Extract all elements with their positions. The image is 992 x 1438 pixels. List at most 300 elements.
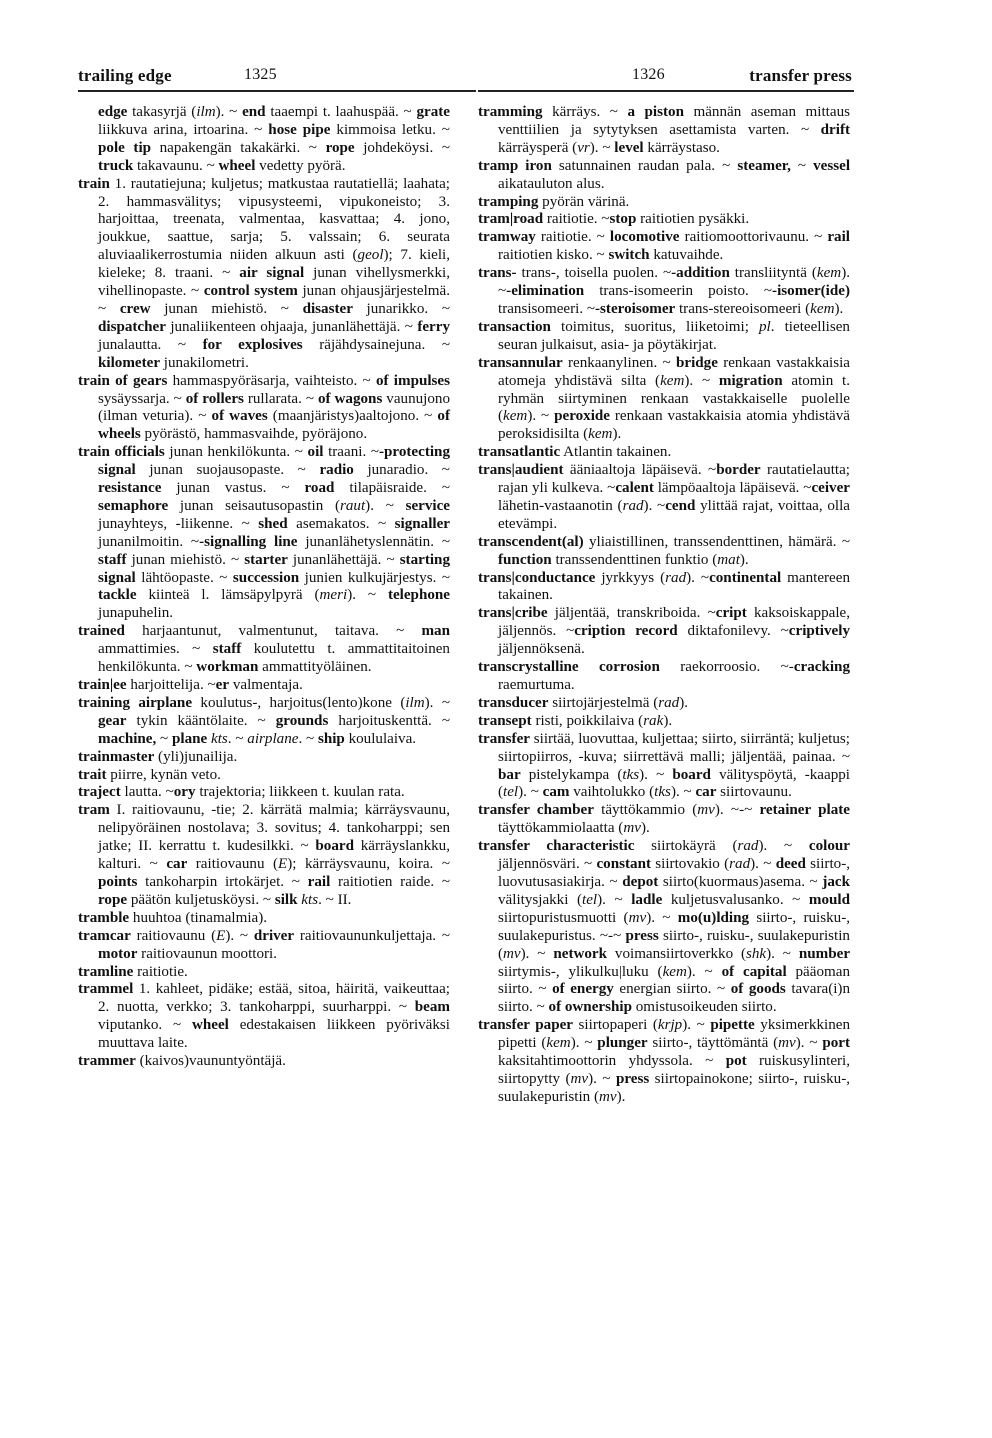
entry-text: ). ~ [686,569,710,586]
entry-text: junanlähettäjä. ~ [287,551,400,568]
entry-headword: retainer plate [759,802,850,819]
entry-headword: of goods [730,981,786,998]
entry-headword: tramline [78,963,134,980]
entry-text: ammattityöläinen. [258,659,372,676]
entry-headword: workman [196,659,259,676]
entry-headword: press [625,927,659,944]
dictionary-entry [78,802,450,909]
entry-text: I. raitiovaunu, -tie; 2. kärrätä malmia; kärräysvaunu, nelipyöräinen nostolava; 3. sovitus; 4. tankoharppi; sen jatke; II. kerrattu t. kudesilkki. ~ [98,802,450,855]
field-abbreviation: E [278,856,288,873]
entry-headword: trans|audient [478,462,564,479]
dictionary-entry [78,767,450,785]
entry-headword: peroxide [554,408,610,425]
entry-headword: cam [542,784,570,801]
entry-headword: wheel [218,157,256,174]
field-abbreviation: tel [503,784,519,801]
entry-text: raitiovaunu ( [130,927,217,944]
entry-text: siirtopuristusmuotti ( [498,909,629,926]
entry-text: ). [640,820,650,837]
field-abbreviation: kem [660,372,685,389]
entry-headword: drift [820,121,850,138]
entry-text: renkaan vastakkaisia atomia yhdistävä peroksidisilta ( [498,408,851,443]
entry-headword: tramp iron [478,157,552,174]
entry-text: junalautta. ~ [98,336,203,353]
entry-headword: transaction [478,318,551,335]
entry-text: yliaistillinen, transsendenttinen, hämärä. ~ [583,533,850,550]
entry-headword: border [716,462,761,479]
entry-text: trajektoria; liikkeen t. kuulan rata. [195,784,405,801]
field-abbreviation: kem [503,408,528,425]
entry-text: rautatielautta; rajan yli kulkeva. ~ [498,462,850,497]
field-abbreviation: kem [816,265,842,282]
entry-text: raitiotien kisko. ~ [498,247,609,264]
entry-headword: colour [808,838,851,855]
entry-headword: ory [173,784,196,801]
entry-text: junan ohjausjärjestelmä. ~ [98,283,450,317]
entry-text: ). ~ [424,694,450,711]
field-abbreviation: pl [759,318,771,335]
dictionary-entry [478,659,850,695]
entry-text: siirtovakio ( [651,856,730,873]
entry-headword: transannular [478,354,563,371]
entry-text: junan vihellysmerkki, vihellinopaste. ~ [98,265,450,300]
entry-headword: vessel [813,157,851,174]
entry-headword: car [695,784,717,801]
header-guide-word-right: transfer press [749,66,852,85]
entry-text: vedetty pyörä. [255,157,346,174]
field-abbreviation: meri [319,587,348,604]
entry-headword: transfer paper [478,1017,573,1034]
entry-headword: board [672,766,711,783]
entry-headword: beam [414,999,450,1016]
entry-text: ). ~ [498,265,850,300]
entry-headword: mo(u)lding [677,909,750,926]
entry-text: piirre, kynän veto. [106,766,221,783]
dictionary-entry [478,444,850,462]
entry-text: siirtää, luovuttaa, kuljettaa; siirto, siirräntä; kuljetus; siirtopiirros, -kuva; siirrettävä malli; jäljentää, painaa. ~ [498,730,850,765]
entry-headword: train [78,175,110,192]
entry-text: junan henkilökunta. ~ [164,444,308,461]
entry-text: jäljennöksenä. [498,641,585,658]
field-abbreviation: rak [643,712,664,729]
entry-text: kaksitahtimoottorin yhdyssola. ~ [498,1053,726,1070]
entry-text: trans-isomeerin poisto. ~ [584,283,773,300]
entry-text: pyörästö, hammasvaihde, pyöräjono. [140,426,368,443]
entry-headword: points [98,873,138,890]
field-abbreviation: raut [340,497,366,514]
dictionary-entry [478,462,850,534]
entry-headword: depot [622,873,659,890]
entry-headword: trammer [78,1053,136,1070]
entry-text: junanilmoitin. ~ [98,533,200,550]
entry-text: hammaspyöräsarja, vaihteisto. ~ [167,372,376,389]
entry-headword: disaster [302,300,353,317]
entry-headword: dispatcher [98,318,166,335]
entry-text: . ~ II. [318,891,352,908]
entry-text: raitiotie. ~ [543,211,610,228]
entry-text: kiinteä l. lämsäpylpyrä ( [136,587,320,604]
entry-headword: oil [307,444,324,461]
entry-text: kärräysperä ( [498,139,578,156]
entry-text: ruiskusylinteri, siirtopytty ( [498,1053,851,1087]
entry-headword: rope [325,139,355,156]
entry-headword: motor [98,945,138,962]
entry-text: valmentaja. [229,677,303,693]
entry-headword: service [405,497,451,514]
entry-headword: cript [715,605,747,622]
entry-text: ). [616,1088,626,1105]
field-abbreviation: shk [746,945,767,962]
entry-text: ~ [156,730,172,747]
entry-headword: plane [172,730,208,747]
field-abbreviation: kem [662,963,687,980]
dictionary-entry [78,910,450,928]
entry-text: ). ~ [518,784,543,801]
field-abbreviation: kem [810,300,835,317]
entry-text: ). ~ [670,784,696,801]
dictionary-entry [478,265,850,319]
entry-headword: end [242,104,266,120]
entry-text: transsendenttinen funktio ( [551,551,718,568]
entry-text: kärräystaso. [643,139,720,156]
dictionary-entry [478,319,850,355]
dictionary-column-right [478,104,850,1107]
entry-text: siirto-, ruisku-, suulakepuristus. ~-~ [498,909,850,944]
entry-headword: pot [725,1053,747,1070]
entry-headword: machine, [98,730,157,747]
header-guide-word-left: trailing edge [78,66,172,85]
entry-headword: transcrystalline corrosion [478,659,660,676]
entry-text: ylittää rajat, voittaa, olla etevämpi. [498,497,850,532]
entry-headword: wheel [191,1017,229,1034]
entry-headword: staff [98,551,127,568]
entry-headword: man [421,623,450,640]
entry-text: täyttökammio ( [593,802,698,819]
field-abbreviation: mv [628,909,647,926]
field-abbreviation: kts [301,891,319,908]
dictionary-entry [478,713,850,731]
entry-headword: transfer chamber [478,802,594,819]
entry-text: ~ [790,157,814,174]
field-abbreviation: krjp [657,1017,683,1034]
entry-headword: telephone [387,587,450,604]
entry-text: tykin kääntölaite. ~ [126,712,276,729]
entry-text: . tieteellisen seuran julkaisut, asia- ja pöytäkirjat. [498,318,850,353]
dictionary-entry [478,802,850,838]
entry-headword: deed [775,856,806,873]
entry-headword: ladle [631,891,663,908]
entry-headword: a piston [627,104,684,120]
entry-headword: mould [808,891,851,908]
running-header-left [78,66,478,86]
entry-text: junan miehistö. ~ [150,300,303,317]
entry-text: siirtojärjestelmä ( [548,694,659,711]
entry-headword: level [614,139,644,156]
entry-headword: signaller [394,515,450,532]
entry-headword: ship [317,730,345,747]
entry-text: kuljetusvalusanko. ~ [662,891,809,908]
entry-text: ). ~ [225,927,254,944]
entry-text: ). ~ [347,587,388,604]
entry-headword: -addition [671,265,730,282]
entry-text: junakilometri. [160,354,249,371]
dictionary-entry [478,158,850,194]
entry-headword: jack [822,873,850,890]
entry-headword: training airplane [78,694,193,711]
entry-text: sysäyssarja. ~ [98,390,186,407]
entry-headword: semaphore [98,497,169,514]
entry-headword: migration [718,372,783,389]
dictionary-entry [478,194,850,212]
entry-headword: truck [98,157,134,174]
entry-headword: pipette [710,1017,755,1034]
dictionary-entry [78,677,450,695]
entry-text: kärräyslankku, kalturi. ~ [98,838,450,873]
entry-text: siirtymis-, ylikulku|luku ( [498,963,663,980]
entry-text: jäljennösväri. ~ [498,856,597,873]
entry-headword: -isomer(ide) [772,283,850,300]
entry-text: junaradio. ~ [353,462,450,479]
dictionary-entry [78,749,450,767]
entry-headword: gear [98,712,127,729]
entry-text: vaunujono (ilman veturia). ~ [98,390,450,425]
entry-text: pyörän värinä. [538,193,630,210]
entry-text: junapuhelin. [98,605,174,622]
dictionary-entry [78,104,450,176]
entry-text: junan seisautusopastin ( [168,497,340,514]
entry-text: ). ~-~ [714,802,760,819]
entry-text: ); 7. kieli, kieleke; 8. traani. ~ [98,247,451,282]
entry-text: jäljentää, transkriboida. ~ [547,605,716,622]
entry-headword: kilometer [98,354,161,371]
dictionary-entry [478,104,850,158]
entry-headword: board [315,838,354,855]
entry-headword: silk [274,891,298,908]
entry-text: ). ~ [686,963,722,980]
entry-text: siirto-, täyttömäntä ( [647,1035,779,1052]
entry-text: ). [612,426,622,443]
entry-text: raitiotien raide. ~ [330,873,450,890]
entry-text: ). ~ [766,945,799,962]
header-rule-left [78,90,476,92]
entry-headword: tramming [478,104,543,120]
entry-text: junanlähetyslennätin. ~ [297,533,450,550]
entry-text: junarikko. ~ [352,300,450,317]
entry-text: johdeköysi. ~ [354,139,450,156]
entry-headword: succession [232,569,300,586]
entry-headword: tramway [478,229,536,246]
entry-headword: pole tip [98,139,152,156]
entry-headword: -steroisomer [595,300,676,317]
entry-text: junan vastus. ~ [161,480,305,497]
entry-text: lämpöaaltoja läpäisevä. ~ [653,480,812,497]
entry-text: ). ~ [527,408,555,425]
entry-text: viputanko. ~ [98,1017,192,1034]
entry-headword: train officials [78,444,165,461]
entry-headword: traject [78,784,121,801]
entry-headword: criptively [788,623,850,640]
dictionary-entry [478,695,850,713]
entry-headword: steamer, [737,157,791,174]
entry-text: raitiovaunun moottori. [137,945,278,962]
entry-text: siirtokäyrä ( [634,838,738,855]
entry-text: napakengän takakärki. ~ [151,139,326,156]
entry-text: takavaunu. ~ [133,157,219,174]
dictionary-entry [478,731,850,803]
entry-headword: trainmaster [78,748,155,765]
entry-headword: function [498,551,552,568]
entry-headword: switch [608,247,650,264]
dictionary-entry [78,373,450,445]
entry-headword: cracking [793,659,851,676]
entry-text: mantereen takainen. [498,569,850,604]
entry-headword: press [615,1070,650,1087]
entry-text: transisomeeri. ~ [498,300,596,317]
entry-text: siirtopaperi ( [573,1017,658,1034]
field-abbreviation: rad [658,694,680,711]
entry-text: Atlantin takainen. [560,444,672,461]
entry-headword: locomotive [609,229,680,246]
entry-headword: stop [609,211,637,228]
entry-headword: of wheels [98,408,450,443]
entry-headword: of rollers [185,390,244,407]
entry-text: ); kärräysvaunu, koira. ~ [287,856,450,873]
entry-text: tilapäisraide. ~ [334,480,450,497]
dictionary-entry [478,355,850,445]
entry-headword: trammel [78,981,134,998]
entry-text: kaksoiskappale, jäljennös. ~ [498,605,850,640]
dictionary-entry [78,623,450,677]
entry-text: tavara(i)n siirto. ~ [498,981,851,1016]
entry-headword: -signalling line [199,533,298,550]
dictionary-entry [78,695,450,749]
entry-headword: tramcar [78,927,131,944]
field-abbreviation: rad [729,856,751,873]
entry-text: siirto(kuormaus)asema. ~ [658,873,823,890]
field-abbreviation: kem [588,426,613,443]
field-abbreviation: rad [622,497,644,514]
dictionary-entry [478,534,850,570]
entry-text: yksimerkkinen pipetti ( [498,1017,851,1052]
field-abbreviation: ilm [196,104,216,120]
entry-headword: of ownership [548,999,632,1016]
entry-text: ääniaaltoja läpäisevä. ~ [563,462,717,479]
entry-text: huuhtoa (tinamalmia). [129,909,268,926]
entry-headword: ceiver [811,480,850,497]
entry-headword: starting signal [98,551,450,586]
field-abbreviation: mat [717,551,740,568]
entry-text: välitysjakki ( [498,891,583,908]
dictionary-entry [78,981,450,1053]
entry-text: harjaantunut, valmentunut, taitava. ~ [124,623,422,640]
entry-text: renkaanylinen. ~ [562,354,676,371]
dictionary-entry [78,964,450,982]
entry-text: rullarata. ~ [243,390,318,407]
entry-headword: resistance [98,480,162,497]
entry-text: trans-stereoisomeeri ( [675,300,811,317]
entry-text: takasyrjä ( [127,104,197,120]
entry-headword: constant [596,856,651,873]
entry-text: jyrkkyys ( [595,569,666,586]
dictionary-entry [78,1053,450,1071]
page-number-right: 1326 [632,66,665,83]
entry-headword: train|ee [78,677,127,693]
field-abbreviation: mv [778,1035,796,1052]
entry-headword: transfer characteristic [478,838,635,855]
field-abbreviation: rad [665,569,687,586]
entry-text: ). ~ [520,945,554,962]
dictionary-entry [478,1017,850,1107]
field-abbreviation: E [216,927,226,944]
entry-headword: transatlantic [478,444,561,461]
entry-text: raitiotie. [133,963,188,980]
dictionary-entry [78,784,450,802]
entry-headword: of waves [211,408,268,425]
entry-text: lautta. ~ [120,784,174,801]
entry-text: ). ~ [682,1017,711,1034]
entry-headword: trait [78,766,107,783]
entry-headword: port [822,1035,850,1052]
entry-text: ). [679,694,689,711]
entry-text: junayhteys, -liikenne. ~ [98,515,259,532]
entry-text: raitiovaununkuljettaja. ~ [294,927,450,944]
entry-text: ). ~ [597,891,632,908]
entry-text: junan suojausopaste. ~ [135,462,320,479]
entry-text: raemurtuma. [498,677,575,693]
entry-text: siirto-, ruisku-, suulakepuristin ( [498,927,850,962]
entry-headword: cription record [574,623,678,640]
dictionary-entry [78,444,450,623]
entry-text: ). ~ [639,766,673,783]
entry-text: omistusoikeuden siirto. [631,999,777,1016]
entry-text: raitiotien pysäkki. [636,211,750,228]
entry-text: pääoman siirto. ~ [498,963,850,998]
entry-text: transliityntä ( [729,265,817,282]
field-abbreviation: mv [570,1070,589,1087]
entry-headword: er [215,677,230,693]
entry-text: lähetin-vastaanotin ( [498,497,623,514]
dictionary-entry [478,229,850,265]
entry-text: traani. ~ [323,444,380,461]
entry-text: 1. rautatiejuna; kuljetus; matkustaa rautatiellä; laahata; 2. hammasvälitys; vipusysteemi, vipukoneisto; 3. harjoittaa, treenata, valmentaa, kasvattaa; 4. jono, joukkue, saattue, sarja; 5. valssain; 6. seurata aluviaalikerrostumia niiden alkuun asti ( [98,175,450,264]
dictionary-entry [478,211,850,229]
entry-text: energian siirto. ~ [613,981,731,998]
entry-headword: of wagons [317,390,383,407]
entry-headword: bar [498,766,521,783]
entry-headword: rail [307,873,331,890]
entry-text: vaihtolukko ( [569,784,655,801]
field-abbreviation: tks [622,766,640,783]
entry-headword: tram|road [478,211,544,228]
entry-text: raitiotie. ~ [535,229,610,246]
entry-text: lähtöopaste. ~ [135,569,233,586]
entry-text: ). ~ [646,909,678,926]
entry-text: männän aseman mittaus venttiilien ja sytytyksen asettamista varten. ~ [498,104,850,138]
entry-headword: for explosives [202,336,303,353]
entry-text: harjoituskenttä. ~ [328,712,450,729]
entry-headword: hose pipe [268,121,331,138]
entry-text: ). ~ [684,372,719,389]
entry-headword: bridge [675,354,718,371]
entry-text: aikatauluton alus. [498,175,605,192]
field-abbreviation: kem [546,1035,571,1052]
entry-text: asemakatos. ~ [287,515,395,532]
dictionary-entry [478,838,850,1017]
entry-text: koulutettu t. ammattitaitoinen henkilökunta. ~ [98,641,450,676]
entry-headword: trans|conductance [478,569,596,586]
entry-headword: tackle [98,587,137,604]
entry-text: toimitus, suoritus, liiketoimi; [550,318,759,335]
